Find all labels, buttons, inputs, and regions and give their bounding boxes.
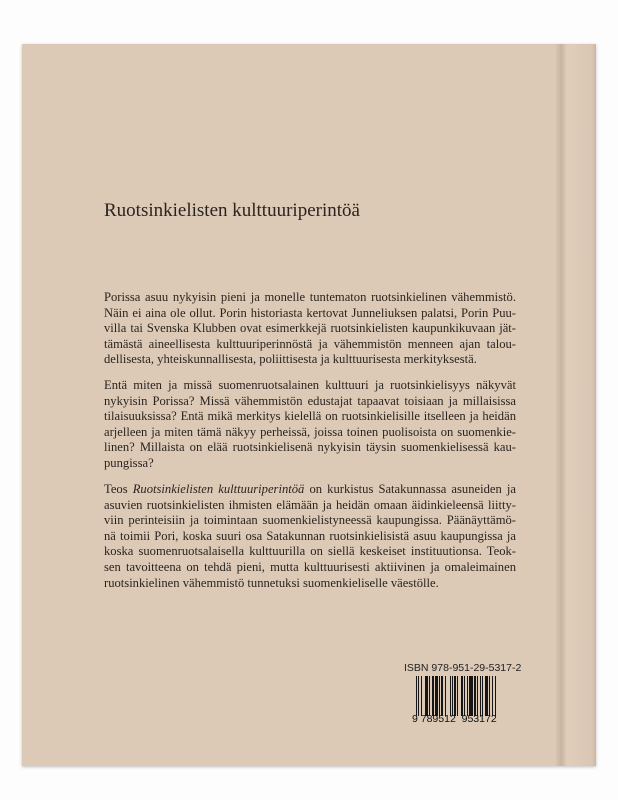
barcode <box>402 676 520 728</box>
barcode-bar <box>495 676 496 716</box>
text-line: ruotsinkielinen vähemmistö tunnetuksi suomenkieliselle väestölle. <box>104 575 439 590</box>
text-line: linen? Millaista on elää ruotsinkielisenä nykyisin täysin suomenkielisessä kau- <box>104 440 516 455</box>
text-line: tilaisuuksissa? Entä mikä merkitys kielellä on ruotsinkielisille itselleen ja heidän <box>104 409 516 424</box>
text-line: viin perinteisiin ja toimintaan suomenkielistyneessä kaupungissa. Päänäyttämö- <box>104 513 516 528</box>
book-spine <box>562 44 596 766</box>
book-title-italic: Ruotsinkielisten kulttuuriperintöä <box>132 482 305 496</box>
text-line: villa tai Svenska Klubben ovat esimerkkejä ruotsinkielisten kaupunkikuvaan jät- <box>104 321 516 336</box>
text-line: Entä miten ja missä suomenruotsalainen kulttuuri ja ruotsinkielisyys näkyvät <box>104 378 516 392</box>
blurb-paragraph-1 <box>104 290 516 368</box>
barcode-bars <box>416 676 516 716</box>
text-segment: Teos <box>104 482 133 496</box>
text-line: koska suomenruotsalaisella kulttuurilla on siellä keskeiset instituutionsa. Teok- <box>104 544 516 559</box>
text-line: tämästä aineellisesta kulttuuriperinnöstä ja vähemmistön menneen ajan talou- <box>104 336 516 351</box>
text-line <box>104 482 516 498</box>
text-line: arjelleen ja miten tämä näkyy perheissä, joissa toinen puolisoista on suomenkie- <box>104 424 516 439</box>
blurb-paragraph-3 <box>104 482 516 591</box>
text-line: sen tavoitteena on tehdä pieni, mutta kulttuurisesti aktiivinen ja omaleimainen <box>104 559 516 574</box>
text-line: Näin ei aina ole ollut. Porin historiasta kertovat Junneliuksen palatsi, Porin Puu- <box>104 305 516 320</box>
text-line: nykyisin Porissa? Missä vähemmistön edustajat tapaavat toisiaan ja millaisissa <box>104 393 516 408</box>
text-line: dellisesta, yhteiskunnallisesta, poliittisesta ja kulttuurisesta merkityksestä. <box>104 352 477 367</box>
text-line: pungissa? <box>104 455 154 470</box>
barcode-digits: 9 789512 953172 <box>412 713 497 725</box>
book-title: Ruotsinkielisten kulttuuriperintöä <box>104 200 360 221</box>
blurb-paragraph-2 <box>104 378 516 472</box>
text-line: nä toimii Pori, koska suuri osa Satakunnan ruotsinkielisistä asuu kaupungissa ja <box>104 528 516 543</box>
text-line: asuvien ruotsinkielisten ihmisten elämään ja heidän omaan äidinkieleensä liitty- <box>104 497 516 512</box>
isbn-label: ISBN 978-951-29-5317-2 <box>404 662 522 674</box>
text-segment: on kurkistus Satakunnassa asuneiden ja <box>304 482 516 496</box>
text-line: Porissa asuu nykyisin pieni ja monelle tuntematon ruotsinkielinen vähemmistö. <box>104 290 516 304</box>
